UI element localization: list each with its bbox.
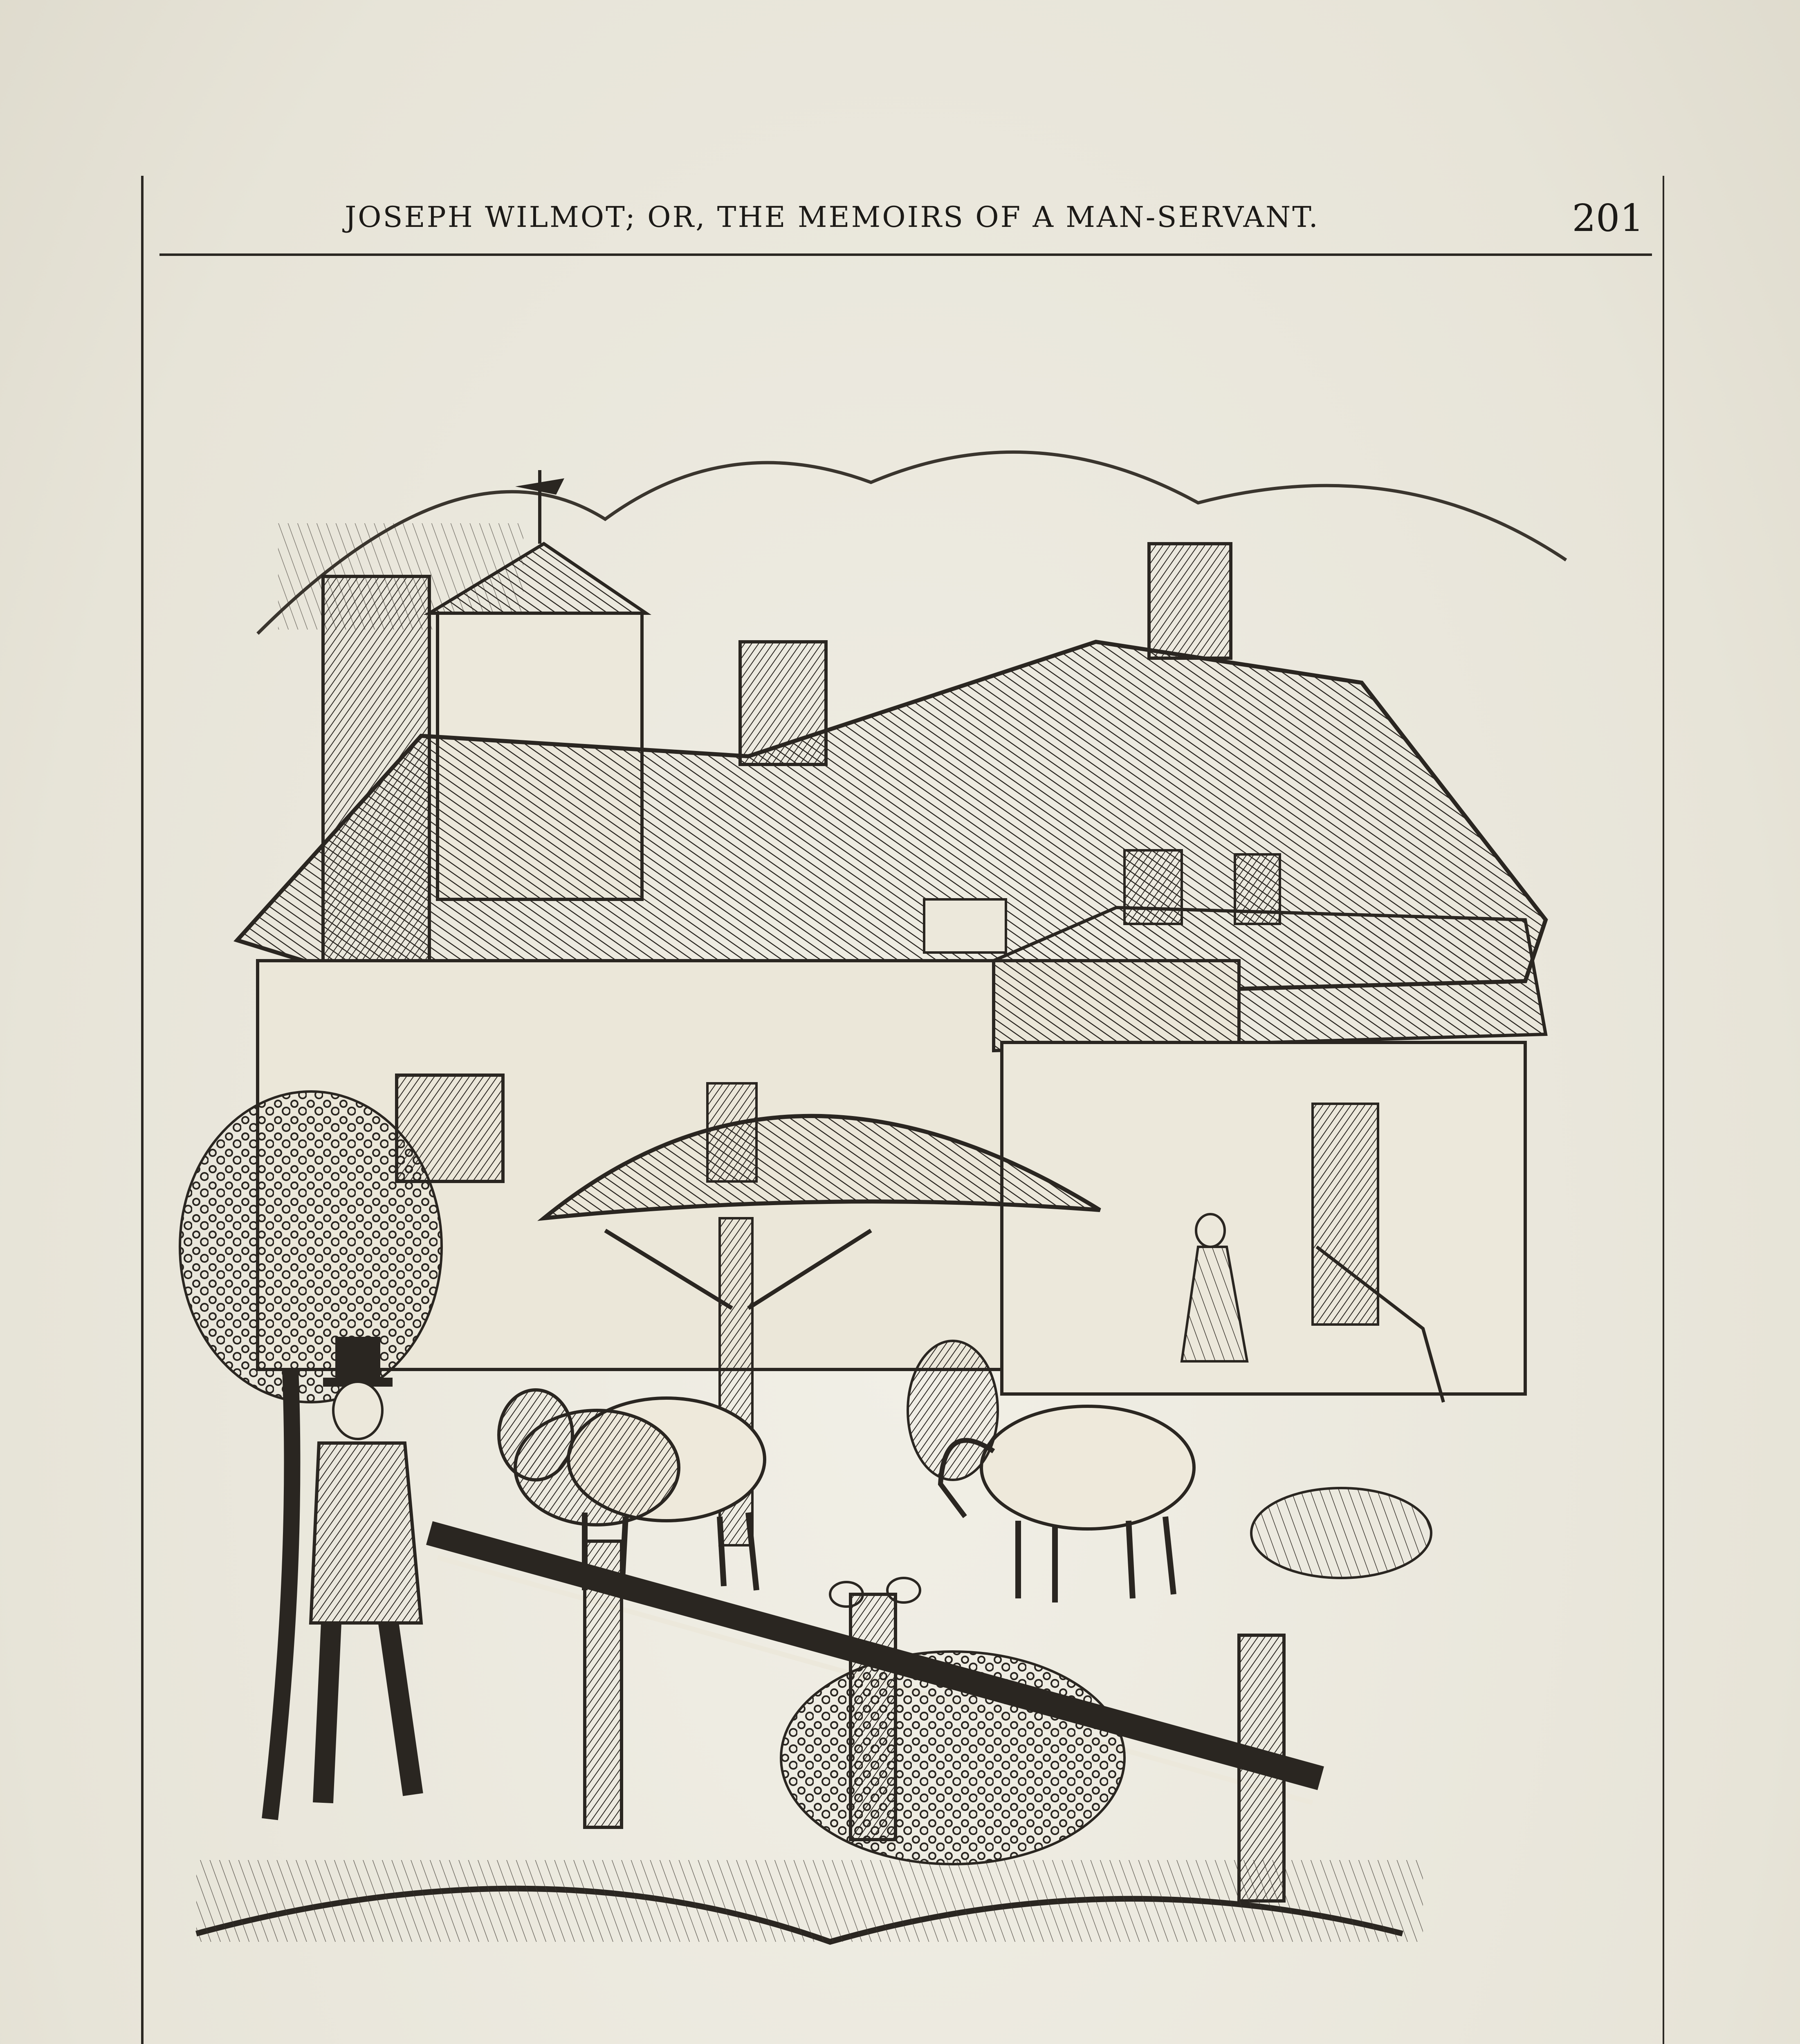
running-title: JOSEPH WILMOT; OR, THE MEMOIRS OF A MAN-SERVANT. — [345, 200, 1320, 234]
engraved-illustration — [176, 347, 1607, 1995]
cottage-right — [994, 908, 1546, 1402]
page-header — [159, 192, 1652, 256]
man-in-top-hat — [311, 1337, 421, 1803]
page-number: 201 — [1572, 196, 1644, 240]
